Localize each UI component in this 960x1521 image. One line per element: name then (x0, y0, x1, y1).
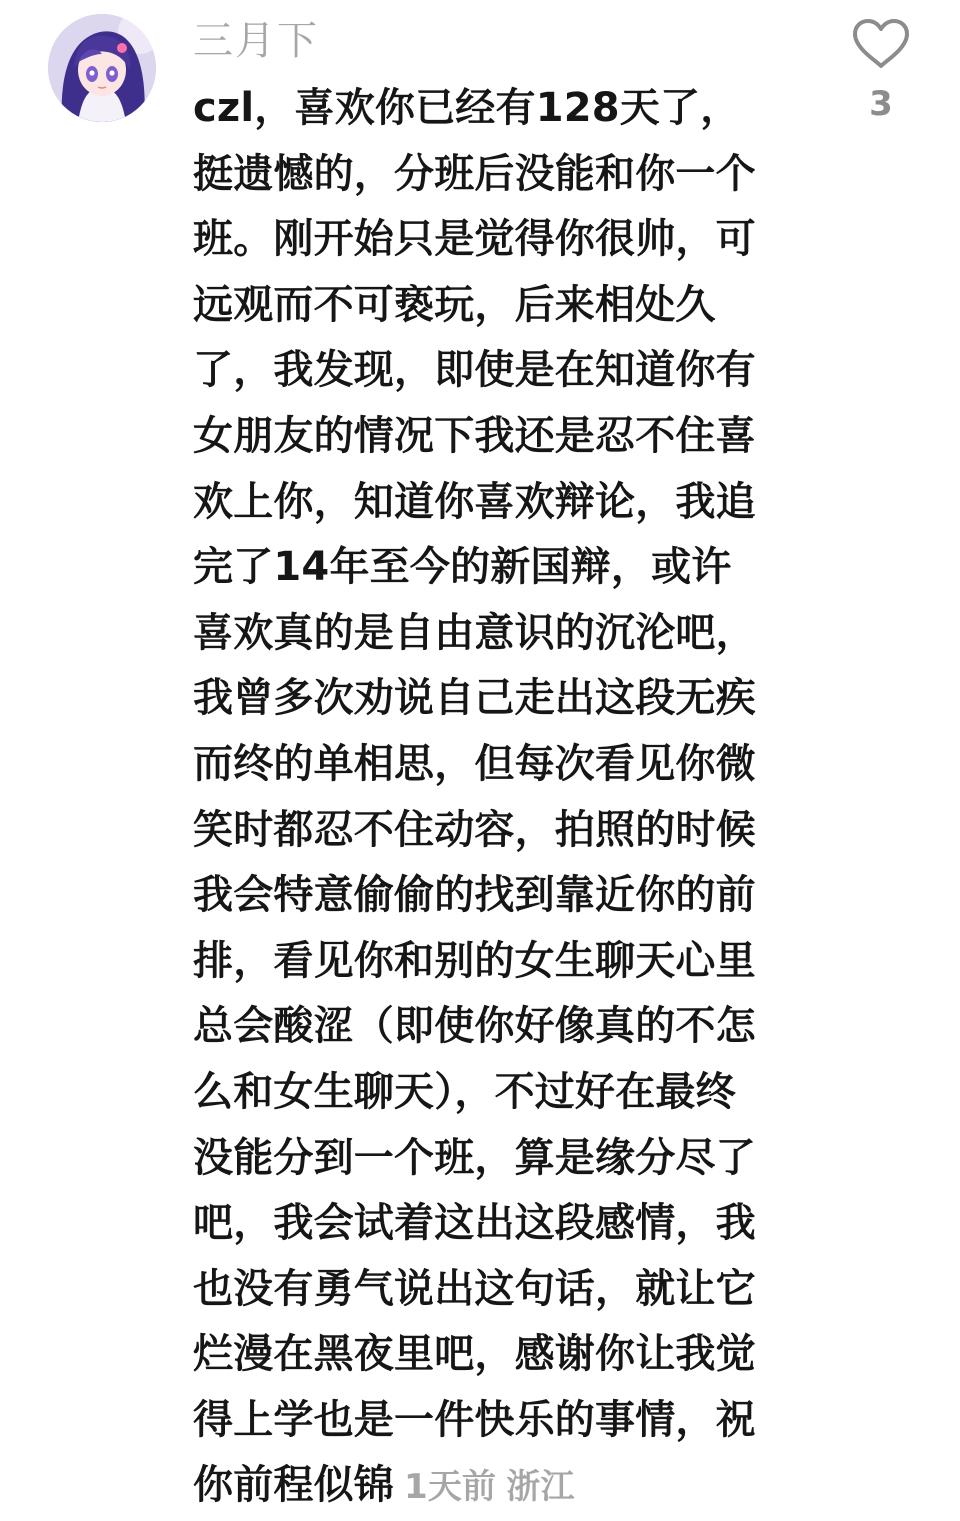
comment-line: 也没有勇气说出这句话，就让它 (193, 1265, 756, 1312)
heart-outline-icon (851, 18, 911, 70)
comment-line: 挺遗憾的，分班后没能和你一个 (193, 150, 756, 197)
comment-line: 班。刚开始只是觉得你很帅，可 (193, 216, 756, 263)
comment-line: 欢上你，知道你喜欢辩论，我追 (193, 478, 756, 525)
comment-line: 么和女生聊天），不过好在最终 (193, 1068, 736, 1115)
comment-last-line (193, 1453, 793, 1521)
comment-line: 而终的单相思，但每次看见你微 (193, 740, 756, 787)
like-count: 3 (869, 84, 893, 124)
comment-line: 喜欢真的是自由意识的沉沦吧， (193, 609, 756, 656)
comment-line: czl，喜欢你已经有128天了， (193, 85, 741, 131)
comment-line: 总会酸涩（即使你好像真的不怎 (193, 1003, 756, 1050)
comment-time: 1天前 (404, 1467, 497, 1508)
comment-line: 排，看见你和别的女生聊天心里 (193, 937, 756, 984)
avatar[interactable] (48, 14, 156, 122)
comment-line: 得上学也是一件快乐的事情，祝 (193, 1396, 756, 1443)
comment-line: 女朋友的情况下我还是忍不住喜 (193, 412, 756, 459)
comment-line: 我会特意偷偷的找到靠近你的前 (193, 872, 756, 919)
comment-username[interactable]: 三月下 (193, 18, 319, 64)
comment-line: 没能分到一个班，算是缘分尽了 (193, 1134, 756, 1181)
comment-line: 吧，我会试着这出这段感情，我 (193, 1200, 756, 1247)
comment-line: 远观而不可亵玩，后来相处久 (193, 281, 716, 328)
comment-line: 笑时都忍不住动容，拍照的时候 (193, 806, 756, 853)
comment-line-text: 你前程似锦 (193, 1462, 394, 1509)
comment-line: 了，我发现，即使是在知道你有 (193, 347, 756, 394)
comment-line: 烂漫在黑夜里吧，感谢你让我觉 (193, 1331, 756, 1378)
comment-location: 浙江 (506, 1467, 575, 1508)
comment-line: 我曾多次劝说自己走出这段无疾 (193, 675, 756, 722)
comment-body (193, 76, 793, 1521)
like-button[interactable] (842, 18, 920, 124)
comment-line: 完了14年至今的新国辩，或许 (193, 544, 732, 591)
anime-girl-avatar-image (48, 14, 156, 122)
